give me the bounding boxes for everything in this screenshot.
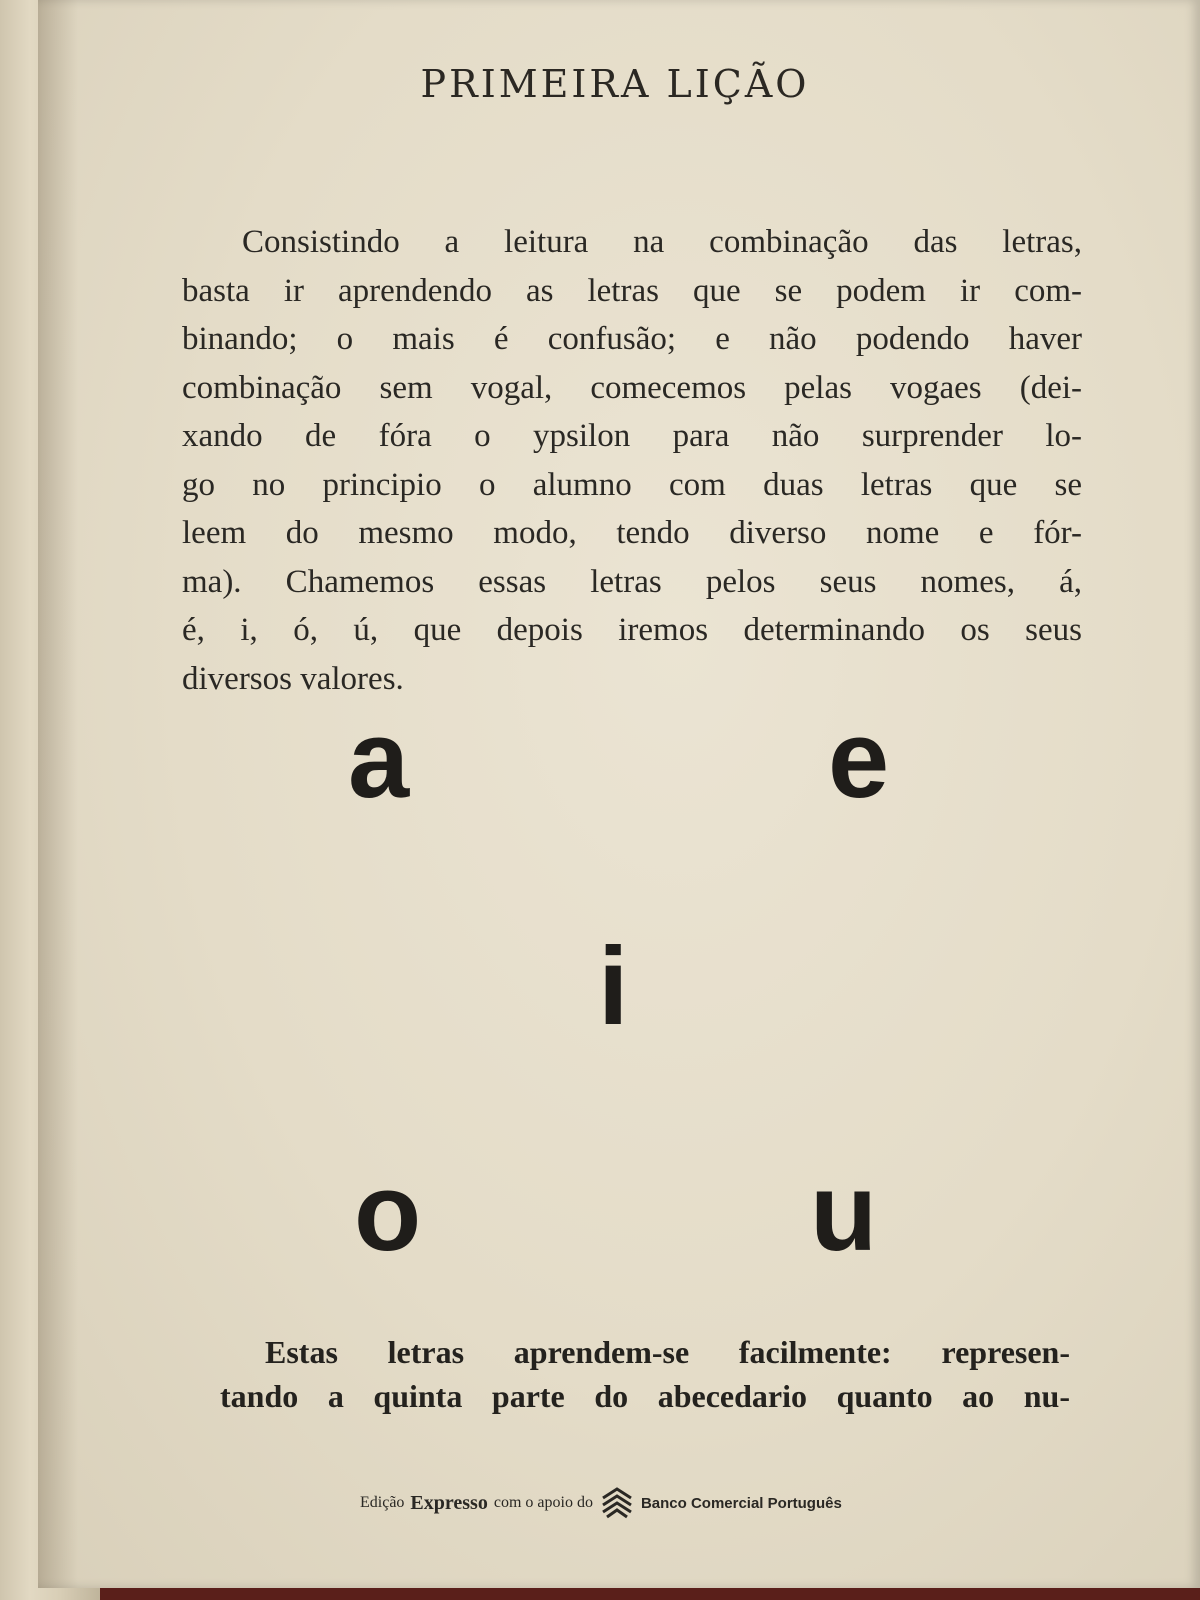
- second-paragraph: [220, 1330, 1070, 1418]
- paragraph-line: Estas letras aprendem-se facilmente: represen-: [265, 1334, 1070, 1370]
- publisher-footer: [360, 1486, 842, 1520]
- paragraph-line: leem do mesmo modo, tendo diverso nome e fór-: [182, 515, 1082, 551]
- vowel-i: i: [598, 925, 629, 1048]
- footer-middle: com o apoio do: [493, 1494, 593, 1511]
- paragraph-line: diversos valores.: [182, 660, 404, 697]
- paragraph-line: Consistindo a leitura na combinação das letras,: [242, 224, 1082, 260]
- vowel-e: e: [828, 698, 890, 821]
- spine-shadow: [38, 0, 78, 1588]
- page-title: PRIMEIRA LIÇÃO: [420, 62, 810, 106]
- bcp-logo-icon: [599, 1486, 635, 1520]
- paragraph-line: binando; o mais é confusão; e não podendo haver: [182, 321, 1082, 357]
- footer-prefix: Edição: [360, 1494, 405, 1511]
- intro-paragraph: [182, 218, 1082, 703]
- paragraph-line: é, i, ó, ú, que depois iremos determinando os seus: [182, 612, 1082, 648]
- vowel-a: a: [348, 698, 410, 821]
- footer-brand: Expresso: [410, 1491, 488, 1514]
- vowel-o: o: [354, 1151, 422, 1274]
- paragraph-line: xando de fóra o ypsilon para não surprender lo-: [182, 418, 1082, 454]
- footer-bank: Banco Comercial Português: [640, 1494, 842, 1512]
- paragraph-line: go no principio o alumno com duas letras que se: [182, 466, 1082, 503]
- paragraph-line: combinação sem vogal, comecemos pelas vogaes (dei-: [182, 369, 1082, 406]
- paragraph-line: ma). Chamemos essas letras pelos seus nomes, á,: [182, 563, 1082, 600]
- paragraph-line: basta ir aprendendo as letras que se podem ir com-: [182, 272, 1082, 309]
- paragraph-line: tando a quinta parte do abecedario quanto ao nu-: [220, 1378, 1070, 1414]
- vowel-u: u: [810, 1151, 878, 1274]
